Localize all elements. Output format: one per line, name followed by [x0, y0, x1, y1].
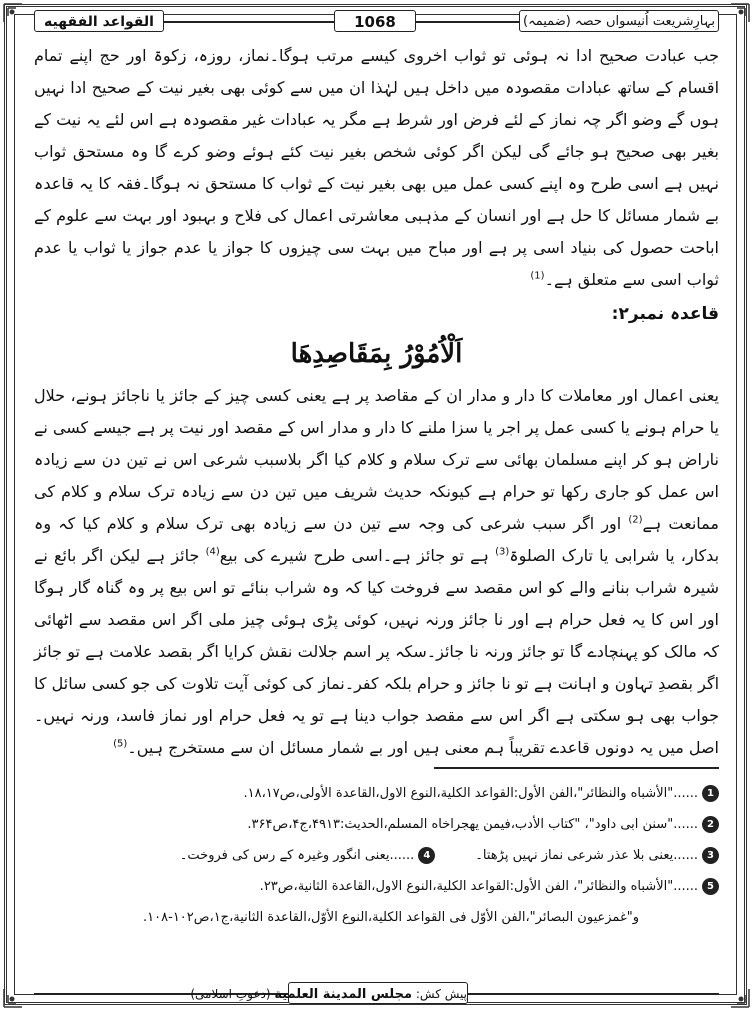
footnote-text: ......یعنی انگور وغیرہ کے رس کی فروخت۔: [179, 848, 415, 863]
text-line: مقصودہ ہے اس لئے یہ نیت کے بغیر بھی صحیح ہو جائے گی لیکن اگر کوئی شخص بغیر نیت کئے ہوئے وضو کرے گا وہ مستحق ثواب نہیں ہے: [34, 110, 720, 193]
text-line: کسی عمل پر اجر یا سزا ملنے کا دار و مدار اس کے مقصد اور نیت پر ہے جیسے کسی نے ناراض ہو کر اپنے مسلمان بھائی سے ترک سلام و: [34, 418, 719, 469]
book-title: القواعد الفقهيه: [34, 10, 164, 32]
publisher-box: [190, 982, 468, 1004]
section-title: قاعدہ نمبر۲:: [611, 304, 719, 324]
text-line: سے مستخرج ہیں۔: [127, 738, 254, 757]
paragraph-1: [34, 40, 719, 296]
text-line: میں داخل ہیں لہٰذا ان میں سے کوئی بھی بغیر نیت کے صحیح ادا نہیں ہوں گے وضو اگر چہ نماز کے لئے فرض اور شرط ہے مگر یہ عبادات غیر: [34, 78, 719, 129]
text-line: جب عبادت صحیح ادا نہ ہوئی تو ثواب اخروی کیسے مرتب ہوگا۔نماز، روزہ، زکوۃ اور حج اپنے تمام اقسام کے ساتھ عبادات مقصودہ: [34, 46, 720, 97]
publisher-suffix: (دعوتِ اسلامی): [190, 987, 271, 1001]
corner-ornament-icon: [729, 2, 751, 24]
footnote-number-badge: 1: [702, 785, 719, 802]
footnote-2: [34, 809, 719, 840]
footnote-ref[interactable]: (1): [530, 270, 545, 282]
footnote-ref[interactable]: (3): [495, 546, 510, 558]
main-text: [34, 40, 719, 764]
text-line: جواز یا ثواب یا عدم ثواب اسی سے متعلق ہے۔: [34, 238, 719, 289]
text-line: یعنی اعمال اور معاملات کا دار و مدار ان کے مقاصد پر ہے یعنی کسی چیز کے جائز یا ناجائز ہونے، حلال یا حرام ہونے یا: [34, 386, 719, 437]
text-line: سے فروخت کیا کہ وہ شراب بنائے تو اس بیع پر وہ گناہ گار ہوگا اور اس کا یہ فعل حرام ہے اور نا جائز ورنہ نہیں، کوئی پڑی ہوئی چیز ملی: [34, 578, 719, 629]
header-rule: [164, 21, 334, 23]
footnote-1: [34, 778, 719, 809]
footnote-3-4: [34, 840, 719, 871]
footnotes: [34, 778, 719, 933]
footnote-text: و"غمزعيون البصائر"،الفن الأوّل فى القواعد الكلية،النوع الأوّل،القاعدة الثانية،ج۱،ص۱۰۲-۱۰۸.: [143, 910, 639, 925]
footnote-text: ......"سنن ابی داود"، "كتاب الأدب،فيمن يهجراخاه المسلم،الحديث:۴۹۱۳،ج۴،ص۳۶۴.: [247, 817, 698, 832]
footnote-divider: [434, 767, 719, 769]
corner-ornament-icon: [729, 987, 751, 1009]
footnote-number-badge: 5: [702, 878, 719, 895]
footnote-ref[interactable]: (4): [205, 546, 220, 558]
text-line: ترک سلام و کلام کی ممانعت ہے: [34, 482, 719, 533]
page-footer: [34, 982, 719, 1006]
text-line: معاشرتی اعمال کی فلاح و بہبود اور بہت سے علوم کے اباحت حصول کی بنیاد اسی پر ہے اور مباح میں بہت سی چیزوں کا جواز یا عدم: [34, 206, 719, 257]
header-rule: [416, 21, 519, 23]
footnote-5: [34, 871, 719, 902]
text-line: کلام کیا اگر بلاسبب شرعی اس نے تین دن سے زیادہ اس عمل کو جاری رکھا تو حرام ہے کیونکہ حدیث شریف میں تین دن سے زیادہ: [34, 450, 719, 501]
corner-ornament-icon: [2, 2, 24, 24]
text-line: تارک الصلوۃ: [509, 546, 593, 565]
footer-rule: [468, 993, 719, 995]
publisher-prefix: پیش کش:: [415, 987, 467, 1001]
footnote-text: ......یعنی بلا عذر شرعی نماز نہیں پڑھتا۔: [475, 848, 698, 863]
page-header: [34, 10, 719, 34]
corner-ornament-icon: [2, 987, 24, 1009]
footnote-5-continued: [34, 902, 719, 933]
text-line: مقصد جواب دینا ہے تو یہ فعل حرام اور نماز فاسد، ورنہ نہیں۔اصل میں یہ دونوں قاعدے تقریباً ہم معنی ہیں اور بے شمار مسائل ان: [34, 706, 719, 757]
footnote-text: ......"الأشباه والنظائر"،الفن الأول:القواعد الكلية،النوع الاول،القاعدة الأولى،ص۱۸،۱۷.: [243, 786, 698, 801]
text-line: جائز ہے لیکن اگر بائع نے شیرہ شراب بنانے والے کو اس مقصد: [34, 546, 719, 597]
footnote-ref[interactable]: (5): [113, 738, 128, 750]
footnote-number-badge: 3: [702, 847, 719, 864]
text-line: بقصدِ تہاون و اہانت ہے تو نا جائز و حرام بلکہ کفر۔نماز کی کوئی آیت تلاوت کی جو کسی سائل کا جواب بھی ہو سکتی ہے اگر اس سے: [34, 674, 720, 725]
arabic-maxim-heading: اَلْاُمُوْرُ بِمَقَاصِدِهَا: [290, 339, 463, 369]
text-line: اور اگر سبب شرعی کی وجہ سے تین دن سے زیادہ بھی ترک سلام و کلام کیا کہ وہ بدکار، یا شرابی یا: [34, 514, 720, 565]
paragraph-2: [34, 380, 719, 764]
text-line: ہے تو جائز ہے۔اسی طرح شیرے کی بیع: [219, 546, 489, 565]
footnote-ref[interactable]: (2): [628, 514, 643, 526]
footnote-number-badge: 2: [702, 816, 719, 833]
text-line: اسی طرح وہ اپنے کسی عمل میں بھی بغیر نیت کے ثواب کا مستحق نہ ہوگا۔فقہ کا یہ قاعدہ بے شمار مسائل کا حل ہے اور انسان کے مذہبی: [34, 174, 720, 225]
footnote-number-badge: 4: [418, 847, 435, 864]
running-title: بہارِشریعت اُنیسواں حصہ (ضمیمہ): [519, 10, 719, 32]
page-number: 1068: [334, 10, 416, 32]
footnote-text: ......"الأشباه والنظائر"، الفن الأول:القواعد الكلية،النوع الاول،القاعدة الثانية،ص۲۳.: [259, 879, 698, 894]
text-line: اگر اس مقصد سے اٹھائی کہ مالک کو پہنچادے گا تو جائز ورنہ نا جائز۔سکہ پر اسم جلالت نقش کرایا اگر بقصد علامت ہے تو جائز اگر: [34, 610, 720, 693]
publisher-name: مجلس المدينة العلمية: [274, 987, 413, 1002]
